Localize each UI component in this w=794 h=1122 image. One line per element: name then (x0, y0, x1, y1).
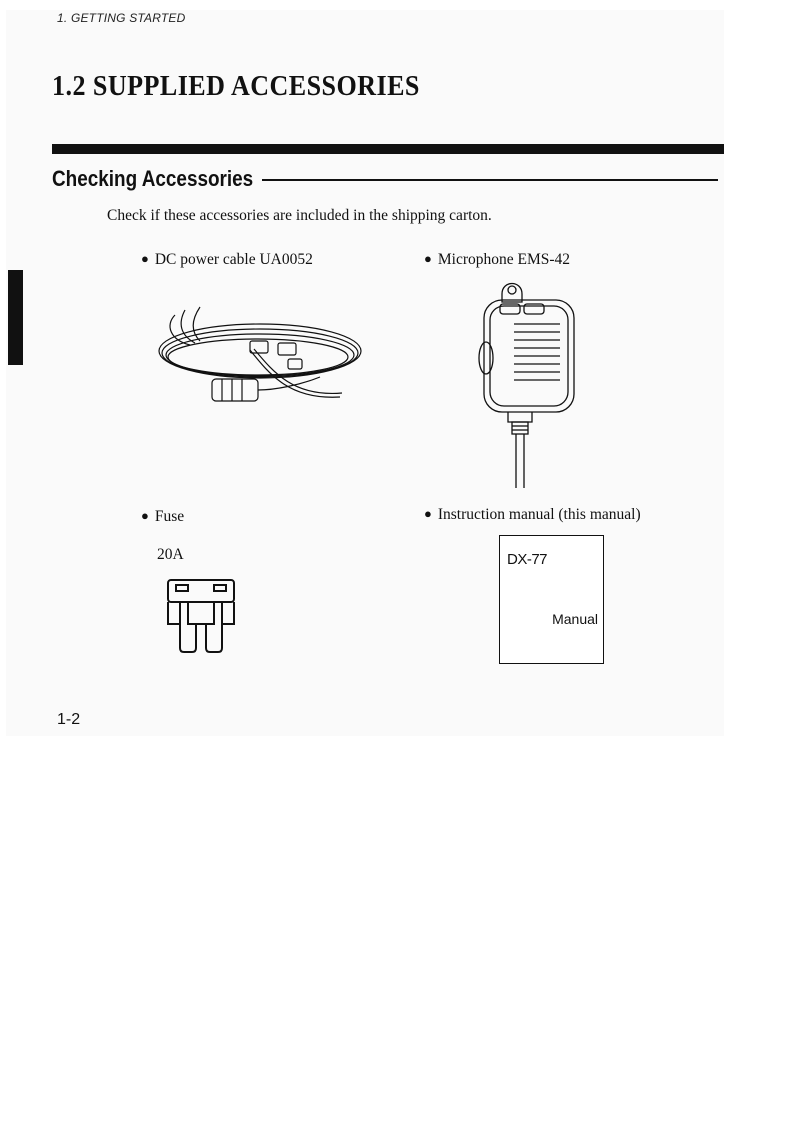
item-microphone (424, 251, 570, 269)
page-number: 1-2 (57, 711, 81, 728)
item-fuse (141, 508, 184, 526)
fuse-illustration (166, 578, 238, 654)
manual-cover-illustration (499, 535, 604, 664)
item-label: Microphone EMS-42 (437, 251, 571, 268)
item-instruction-manual (424, 506, 641, 524)
dc-power-cable-illustration (150, 305, 365, 415)
running-head: 1. GETTING STARTED (57, 11, 186, 25)
bullet-icon: ● (141, 508, 149, 523)
bullet-icon: ● (424, 251, 432, 266)
item-label: Instruction manual (this manual) (437, 506, 641, 523)
item-dc-power-cable (141, 251, 313, 269)
chapter-tab-marker (8, 270, 23, 365)
section-rule (52, 144, 724, 154)
intro-text: Check if these accessories are included in the shipping carton. (107, 207, 492, 224)
item-label: Fuse (154, 508, 185, 525)
section-title: 1.2 SUPPLIED ACCESSORIES (52, 71, 420, 102)
page-background (6, 10, 724, 736)
bullet-icon: ● (424, 506, 432, 521)
bullet-icon: ● (141, 251, 149, 266)
subsection-title: Checking Accessories (52, 166, 254, 191)
item-label: DC power cable UA0052 (154, 251, 313, 268)
subsection-rule (262, 179, 718, 181)
fuse-rating: 20A (157, 546, 184, 563)
microphone-illustration (470, 276, 580, 492)
manual-model: DX-77 (507, 551, 548, 568)
manual-word: Manual (552, 611, 598, 627)
